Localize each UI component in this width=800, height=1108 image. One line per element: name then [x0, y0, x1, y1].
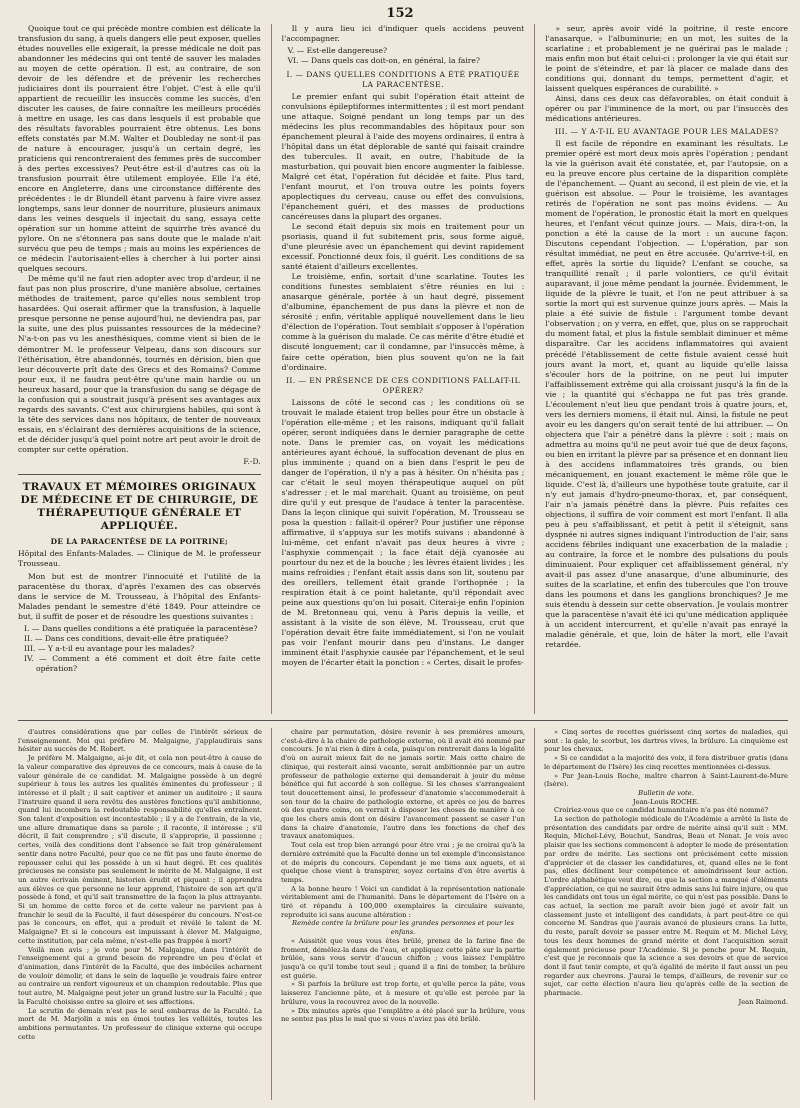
column-1 — [18, 24, 261, 714]
paragraph: chaire par permutation, désire revenir à ses premières amours, c'est-à-dire à la chaire de pathologie externe, où il avait été nommé par concours. Je n'ai rien à dire à cela, puisqu'on rentrerait dans la légalité d'où on aurait mieux fait de ne jamais sortir. Mais cette chaire de clinique, qui resterait ainsi vacante, serait ambitionnée par un autre professeur de pathologie externe qui demanderait à jouir du même bénéfice qui fut accordé à son collègue. Si les choses s'arrangeaient tout doucettement ainsi, le professeur d'anatomie s'accommoderait à son tour de la chaire de pathologie externe, et après ce jeu de barres où des quatre coins, on verrait à disposer les choses de manière à ce que les chers amis dont on désire l'avancement passent se caser l'un dans la chaire d'anatomie, l'autre dans les fonctions de chef des travaux anatomiques. — [281, 728, 525, 841]
column-2 — [282, 24, 525, 714]
paragraph: » Si ce candidat a la majorité des voix, il fera distribuer gratis (dans le département de l'Isère) les cinq recettes mentionnées ci-dessus. — [544, 754, 788, 771]
feuilleton-block — [18, 728, 788, 1100]
paragraph: « Aussitôt que vous vous êtes brûlé, prenez de la farine fine de froment, démêlez-la dans de l'eau, et appliquez cette pâte sur la partie brûlée, sans vous servir d'aucun chiffon ; vous laissez l'emplâtre jusqu'à ce qu'il tombe tout seul ; quand il a fini de tomber, la brûlure est guérie. — [281, 936, 525, 980]
paragraph: Ainsi, dans ces deux cas défavorables, on était conduit à opérer ou par l'imminence de la mort, ou par l'insuccès des médications antérieures. — [545, 94, 789, 124]
paragraph: » Si parfois la brûlure est trop forte, et qu'elle perce la pâte, vous laisserez l'ancienne pâte, et à mesure et qu'elle est percée par la brûlure, vous la recouvrez avec de la nouvelle. — [281, 980, 525, 1006]
remedy-title: Remède contre la brûlure pour les grandes personnes et pour les enfans. — [292, 919, 514, 937]
section-heading: TRAVAUX ET MÉMOIRES ORIGINAUX DE MÉDECINE ET DE CHIRURGIE, DE THÉRAPEUTIQUE GÉNÉRALE ET APPLIQUÉE. — [20, 480, 259, 533]
divider — [18, 474, 261, 475]
paragraph: La section de pathologie médicale de l'Académie a arrêté la liste de présentation des candidats par ordre de mérite ainsi qu'il suit : MM. Requin, Michel-Lévy, Bouchut, Sandras, Beau et Nonat. Je vois avec plaisir que les sections commencent à adopter le mode de présentation par ordre de mérite. Les sections ont précisément cette mission d'apprécier et de classer les candidatures, et, quand elles ne le font pas, elles déclinent leur compétence et amoindrissent leur action. L'ordre alphabétique veut dire, ou que la section a manqué d'éléments d'appréciation, ce qui ne saurait être admis sans lui faire injure, ou que les candidats ont tous un égal mérite, ce qui n'est pas possible. Dans le cas actuel, la section me paraît avoir bien jugé et avoir fait un classement juste et intelligent des candidats, à part peut-être ce qui concerne M. Sandras que j'aurais avancé de plusieurs crans. La lutte, du reste, paraît devoir se passer entre M. Requin et M. Michel Lévy, tous les deux hommes de grand mérite et dont l'acquisition serait également précieuse pour l'Académie. Si je penche pour M. Requin, c'est que je reconnais que la science a ses devoirs et que de service dont il faut tenir compte, et qu'à égalité de mérite il faut aussi un peu regarder aux chevrons. J'aurai le temps, d'ailleurs, de revenir sur ce sujet, car cette élection n'aura lieu qu'après celle de la section de pharmacie. — [544, 815, 788, 998]
subsection-heading: II. — EN PRÉSENCE DE CES CONDITIONS FALLAIT-IL OPÉRER? — [285, 375, 521, 395]
paragraph: A la bonne heure ! Voici un candidat à la représentation nationale véritablement ami de l'humanité. Dans le département de l'Isère on a tiré et répandu à 100,000 exemplaires la circulaire suivante, reproduite ici sans aucune altération : — [281, 884, 525, 919]
list-item: II. — Dans ces conditions, devait-elle être pratiquée? — [24, 634, 229, 644]
page-number: 152 — [386, 6, 414, 21]
subsection-heading: III. — Y A-T-IL EU AVANTAGE POUR LES MALADES? — [554, 127, 779, 137]
signature: F.-D. — [243, 456, 261, 466]
main-article-block — [18, 24, 788, 714]
paragraph: Je préfère M. Malgaigne, ai-je dit, et cela non peut-être à cause de la valeur comparative des épreuves de ce concours, mais à cause de la valeur générale de ce candidat. M. Malgaigne possède à un degré supérieur à tous les autres les qualités éminentes du professeur ; il intéresse et il plaît ; il sait captiver et animer un auditoire ; il saura l'instruire quand il sera revêtu des austères fonctions qu'il ambitionne, quand lui incombera la redoutable responsabilité qu'elles entraînent. Son talent d'exposition est incontestable ; il y a de l'entrain, de la vie, une allure dramatique dans sa parole ; il raconte, il intéresse ; s'il décrit, il fait comprendre ; s'il discute, il s'approprie, il passionne ; certes, voilà des conditions dont l'absence se fait trop généralement sentir dans notre Faculté, pour que ce ne fût pas une faute énorme de repousser celui qui les possède à un si haut degré. Et ces qualités précieuses ne consiste pas seulement le mérite de M. Malgaigne, il est un autre écrivain éminent, historien érudit et piquant ; il apprendra aux élèves ce que personne ne leur apprend, l'histoire de son art qu'il possède à fond, et qu'il sait transmettre de la façon la plus attrayante. Si un homme de cette force et de cette valeur ne parvient pas à franchir le seuil de la Faculté, il faut désespérer du concours. N'est-ce pas le concours, en effet, qui a produit et révélé le talent de M. Malgaigne? Et si le concours est impuissant à élever M. Malgaigne, cette institution, par cela même, n'est-elle pas frappée à mort? — [18, 754, 262, 945]
ballot-label: Bulletin de vote. — [638, 788, 694, 797]
paragraph: Mon but est de montrer l'innocuité et l'utilité de la paracentèse du thorax, d'après l'examen des cas observés dans le service de M. Trousseau, à l'hôpital des Enfants-Malades pendant le semestre d'été 1849. Pour atteindre ce but, il suffit de poser et de résoudre les questions suivantes : — [18, 571, 261, 622]
paragraph: » Cinq sortes de recettes guérissent cinq sortes de maladies, qui sont : la gale, le scorbut, les dartres vives, la brûlure. La cinquième est pour les chevaux. — [544, 728, 788, 754]
bottom-column-2 — [281, 728, 525, 1100]
paragraph: Laissons de côté le second cas ; les conditions où se trouvait le malade étaient trop belles pour être un obstacle à l'opération elle-même ; et les raisons, indiquant qu'il fallait opérer, seront indiquées dans le dernier paragraphe de cette note. Dans le premier cas, on voyait les médications antérieures ayant échoué, la suffocation devenant de plus en plus imminente ; quand on a bien dans l'esprit le peu de danger de l'opération, il n'y a pas à hésiter. On n'hésita pas ; car c'était le seul moyen thérapeutique auquel on pût s'adresser ; et le mal marchait. Quant au troisième, on peut dire qu'il y eut presque de l'audace à tenter la paracentèse. Dans la leçon clinique qui suivit l'opération, M. Trousseau se posa la question : fallait-il opérer? Pour justifier une réponse affirmative, il s'appuya sur les motifs suivans : abandonné à lui-même, cet enfant n'avait pas deux heures à vivre ; l'asphyxie commençait ; la face était déjà cyanosée au pourtour du nez et de la bouche ; les lèvres étaient livides ; les mains refroidies ; l'enfant était assis dans son lit, soutenu par des oreillers, tellement était grande l'orthopnée ; la respiration était à ce point haletante, qu'il répondait avec peine aux questions qu'on lui posait. Citerai-je enfin l'opinion de M. Bretonneau qui, venu à Paris depuis la veille, et assistant à la visite de son élève, M. Trousseau, crut que l'opération devait être faite immédiatement, si l'on ne voulait pas voir l'enfant mourir dans peu d'instans. Le danger imminent était l'asphyxie causée par l'épanchement, et le seul moyen de l'écarter était la ponction : « Certes, disait le profes- — [281, 397, 525, 667]
paragraph: » Par Jean-Louis Roche, maître charron à Saint-Laurent-de-Mure (Isère). — [544, 771, 788, 789]
paragraph: Il est facile de répondre en examinant les résultats. Le premier opéré est mort deux mois après l'opération ; pendant la vie la guérison avait été constatée, et, par l'autopsie, on a eu la preuve encore plus certaine de la disparition complète de l'épanchement. — Quant au second, il est plein de vie, et la guérison est absolue. — Pour le troisième, les avantages retirés de l'opération ne sont pas moins évidens. — Au moment de l'opération, le pronostic était la mort en quelques heures, et l'enfant vécut quinze jours. — Mais, dira-t-on, la ponction a été la cause de la mort : un aucune façon. Discutons cependant l'objection. — L'opération, par son résultat immédiat, ne peut en être accusée. Qu'arrive-t-il, en effet, après la sortie du liquide? L'enfant se couche, sa tranquillité renaît ; il parle volontiers, ce qu'il évitait auparavant, il joue même pendant la journée. Évidemment, le liquide de la plèvre le tuait, et l'on ne peut attribuer à sa sortie la mort qui est survenue quinze jours après. — Mais la plaie a été suivie de fistule : l'argument tombe devant l'observation ; on y verra, en effet, que, plus on se rapprochait du moment fatal, et plus la fistule semblait diminuer et même disparaître. Car les accidens inflammatoires qui avaient précédé l'établissement de cette fistule avaient cessé huit jours avant la mort, et, quant au liquide qu'elle laissa s'écouler hors de la poitrine, on ne peut lui imputer l'affaiblissement extrême qui alla croissant jusqu'à la fin de la vie ; la quantité qui s'échappa ne fut pas très grande. L'écoulement n'eut lieu que pendant trois à quatre jours, et, vers les derniers momens, il était nul. Ainsi, la fistule ne peut avoir eu les dangers qu'on serait tenté de lui attribuer. — On objectera que l'air a pénétré dans la plèvre : soit ; mais on admettra au moins qu'il ne peut avoir tué que de deux façons, ou bien en irritant la plèvre par sa présence et en donnant lieu à des accidens inflammatoires très grands, ou bien mécaniquement, en jouant exactement le même rôle que le liquide. C'est là, d'ailleurs une hypothèse toute gratuite, car il n'y eut jamais d'hydro-pneumo-thorax, et, par conséquent, l'air n'a jamais pénétré dans la plèvre. Puis refaites ces objections, il suffira de voir comment est mort l'enfant. Il alla peu à peu s'affaiblissant, et petit à petit il s'éteignit, sans dyspnée ni autres signes indiquant l'introduction de l'air, sans accidens fébriles indiquant une exacerbation de la maladie ; au contraire, la force et le nombre des pulsations du pouls diminuaient. Pour expliquer cet affaiblissement général, n'y avait-il pas assez d'une anasarque, d'une albuminurie, des suites de la scarlatine, et enfin des tubercules que l'on trouve dans les poumons et dans les ganglions bronchiques? Je me suis étendu à dessein sur cette observation. Je voulais montrer que la paracentèse n'avait été ici qu'une médication appliquée à un accident intercurrent, et qu'elle n'avait pas enrayé la maladie générale, et que, loin de hâter la mort, elle l'avait retardée. — [545, 139, 789, 649]
byline: Hôpital des Enfants-Malades. — Clinique de M. le professeur Trousseau. — [18, 548, 261, 568]
paragraph: » Dix minutes après que l'emplâtre a été placé sur la brûlure, vous ne sentez pas plus le mal que si vous n'aviez pas été brûlé. — [281, 1006, 525, 1024]
list-item: V. — Est-elle dangereuse? — [287, 46, 388, 56]
paragraph: Le second était depuis six mois en traitement pour un psoriasis, quand il fut subitement pris, sous forme aiguë, d'une pleurésie avec un épanchement qui devint rapidement excessif. Ponctionné deux fois, il guérit. Les conditions de sa santé étaient d'ailleurs excellentes. — [281, 222, 525, 272]
article-title: DE LA PARACENTÈSE DE LA POITRINE; — [50, 537, 229, 547]
column-divider — [534, 728, 535, 1100]
paragraph: Le troisième, enfin, sortait d'une scarlatine. Toutes les conditions funestes semblaient s'être réunies en lui : anasarque générale, portée à un haut degré, pissement d'albumine, épanchement de pus dans la plèvre et non de sérosité ; enfin, véritable appliqué nouvellement dans le lieu d'élection de l'opération. Tout semblait s'opposer à l'opération comme à la guérison du malade. Ce cas mérite d'être étudié et discuté longuement; car il condamne, par l'insuccès même, à faire cette opération, bien plus souvent qu'on ne la fait d'ordinaire. — [281, 272, 525, 372]
bottom-column-3 — [544, 728, 788, 1100]
question-list — [282, 46, 525, 66]
horizontal-divider — [18, 720, 788, 721]
subsection-heading: I. — DANS QUELLES CONDITIONS A ÉTÉ PRATIQUÉE LA PARACENTÈSE. — [286, 70, 520, 90]
column-divider — [271, 24, 272, 714]
paragraph: » seur, après avoir vidé la poitrine, il reste encore l'anasarque, » l'albuminurie; en un mot, les suites de la scarlatine ; et probablement je ne guérirai pas le malade ; mais enfin mon but était celui-ci : prolonger la vie qui était sur le point de s'éteindre, et par là placer ce malade dans des conditions qui, donnant du temps, permettent d'agir, et laissent quelques espérances de curabilité. » — [545, 24, 789, 94]
paragraph: Voilà mon avis ; je vote pour M. Malgaigne, dans l'intérêt de l'enseignement qui a grand besoin de reprendre un peu d'éclat et d'animation, dans l'intérêt de la Faculté, que des imbéciles acharnent de vouloir démolir, et dans le sein de laquelle je voudrais faire entrer au contraire un renfort vigoureux et un champion redoutable. Plus que tout autre, M. Malgaigne peut jeter un grand lustre sur la Faculté ; que la Faculté choisisse entre sa gloire et ses affections. — [18, 945, 262, 1006]
paragraph: De même qu'il ne faut rien adopter avec trop d'ardeur, il ne faut pas non plus proscrire, d'une manière absolue, certaines méthodes de traitement, parce qu'elles nous semblent trop hasardées. Qui oserait affirmer que la transfusion, à laquelle presque personne ne pense aujourd'hui, ne deviendra pas, par la suite, une des plus puissantes ressources de la médecine? N'a-t-on pas vu les anesthésiques, comme vient si bien de le démontrer M. le professeur Velpeau, dans son discours sur l'éthérisation, être abandonnés, tournés en dérision, bien que leur découverte prît date des Grecs et des Romains? Comme pour eux, il ne faudra peut-être qu'une main hardie ou un heureux hasard, pour que la transfusion du sang se dégage de la confusion qui a soustrait jusqu'à présent ses avantages aux regards des savants. C'est aux chirurgiens habiles, qui sont à la tête des services dans nos hôpitaux, de tenter de nouveaux essais, en s'éclairant des dernières acquisitions de la science, et de décider jusqu'à quel point notre art peut avoir le droit de compter sur cette opération. — [18, 274, 261, 454]
paragraph: d'autres considérations que par celles de l'intérêt sérieux de l'enseignement. Moi qui préfère M. Malgaigne, j'applaudirais sans hésiter au succès de M. Robert. — [18, 728, 262, 754]
signature: Jean Raimond. — [738, 997, 788, 1006]
bottom-column-1 — [18, 728, 262, 1100]
column-divider — [534, 24, 535, 714]
paragraph: Tout cela est trop bien arrangé pour être vrai ; je ne croirai qu'à la dernière extrémité que la Faculté donne un tel exemple d'inconsistance et de mépris du concours. Cependant je me tiens aux aguets, et si quelque chose vient à transpirer, soyez certains d'en être avertis à temps. — [281, 841, 525, 884]
question-list — [18, 624, 261, 674]
paragraph: Il y aura lieu ici d'indiquer quels accidens peuvent l'accompagner. — [281, 24, 525, 44]
paragraph: Le premier enfant qui subit l'opération était atteint de convulsions épileptiformes intermittentes ; il est mort pendant une attaque. Soigné pendant un long temps par un des médecins les plus recommandables des hôpitaux pour son épanchement pleural à l'aide des moyens ordinaires, il entra à l'hôpital dans un état déplorable de santé qui faisait craindre des tubercules. Il avait, en outre, l'habitude de la masturbation, qui pouvait bien encore augmenter la faiblesse. Malgré cet état, l'opération fut décidée et faite. Plus tard, l'enfant mourut, et l'on trouva outre les points foyers apoplectiques du cerveau, cause ou effet des convulsions, l'épanchement guéri, et des masses de productions cancéreuses dans la plupart des organes. — [281, 92, 525, 222]
list-item: I. — Dans quelles conditions a été pratiquée la paracentèse? — [24, 624, 258, 634]
column-3 — [545, 24, 788, 714]
paragraph: Quoique tout ce qui précède montre combien est délicate la transfusion du sang, à quels dangers elle peut exposer, quelles études nouvelles elle exigerait, la presse médicale ne doit pas abandonner les médecins qui ont tenté de sauver les malades au moyen de cette opération. Il est, au contraire, de son devoir de les défendre et de prévenir les recherches judiciaires dont ils pourraient être l'objet. C'est à elle qu'il appartient de recueillir les insuccès comme les succès, d'en discuter les causes, de faire connaître les meilleurs procédés à mettre en usage, les cas dans lesquels il est probable que des résultats favorables pourraient être obtenus. Les bons effets constatés par M.M. Walter et Doubleday ne sont-il pas de nature à encourager, jusqu'à un certain degré, les praticiens qui rencontreraient des femmes près de succomber à des pertes excessives? Peut-être est-il d'autres cas où la transfusion pourrait être utilement employée. Elle l'a été, encore en Angleterre, dans une circonstance différente des précédentes : le dr Blundell étant parvenu à faire vivre assez longtemps, sans leur donner de nourriture, plusieurs animaux dans les veines desquels il injectait du sang, essaya cette opération sur un homme atteint de squirrhe très avancé du pylore. On ne s'étonnera pas sans doute que le malade n'ait survécu que peu de temps ; mais au moins les expériences de ce médecin l'autorisaient-elles à chercher à lui porter ainsi quelques secours. — [18, 24, 261, 274]
paragraph: Croiriez-vous que ce candidat humanitaire n'a pas été nommé? — [554, 806, 769, 815]
list-item: III. — Y a-t-il eu avantage pour les malades? — [24, 644, 195, 654]
ballot-name: Jean-Louis ROCHE. — [632, 797, 700, 806]
paragraph: Le scrutin de demain n'est pas le seul embarras de la Faculté. La mort de M. Marjolin a mis en émoi toutes les velléités, toutes les ambitions permutantes. Un professeur de clinique externe qui occupe cette — [18, 1006, 262, 1041]
list-item: IV. — Comment a été comment et doit être faite cette opération? — [24, 654, 261, 674]
column-divider — [271, 728, 272, 1100]
list-item: VI. — Dans quels cas doit-on, en général, la faire? — [287, 56, 480, 66]
